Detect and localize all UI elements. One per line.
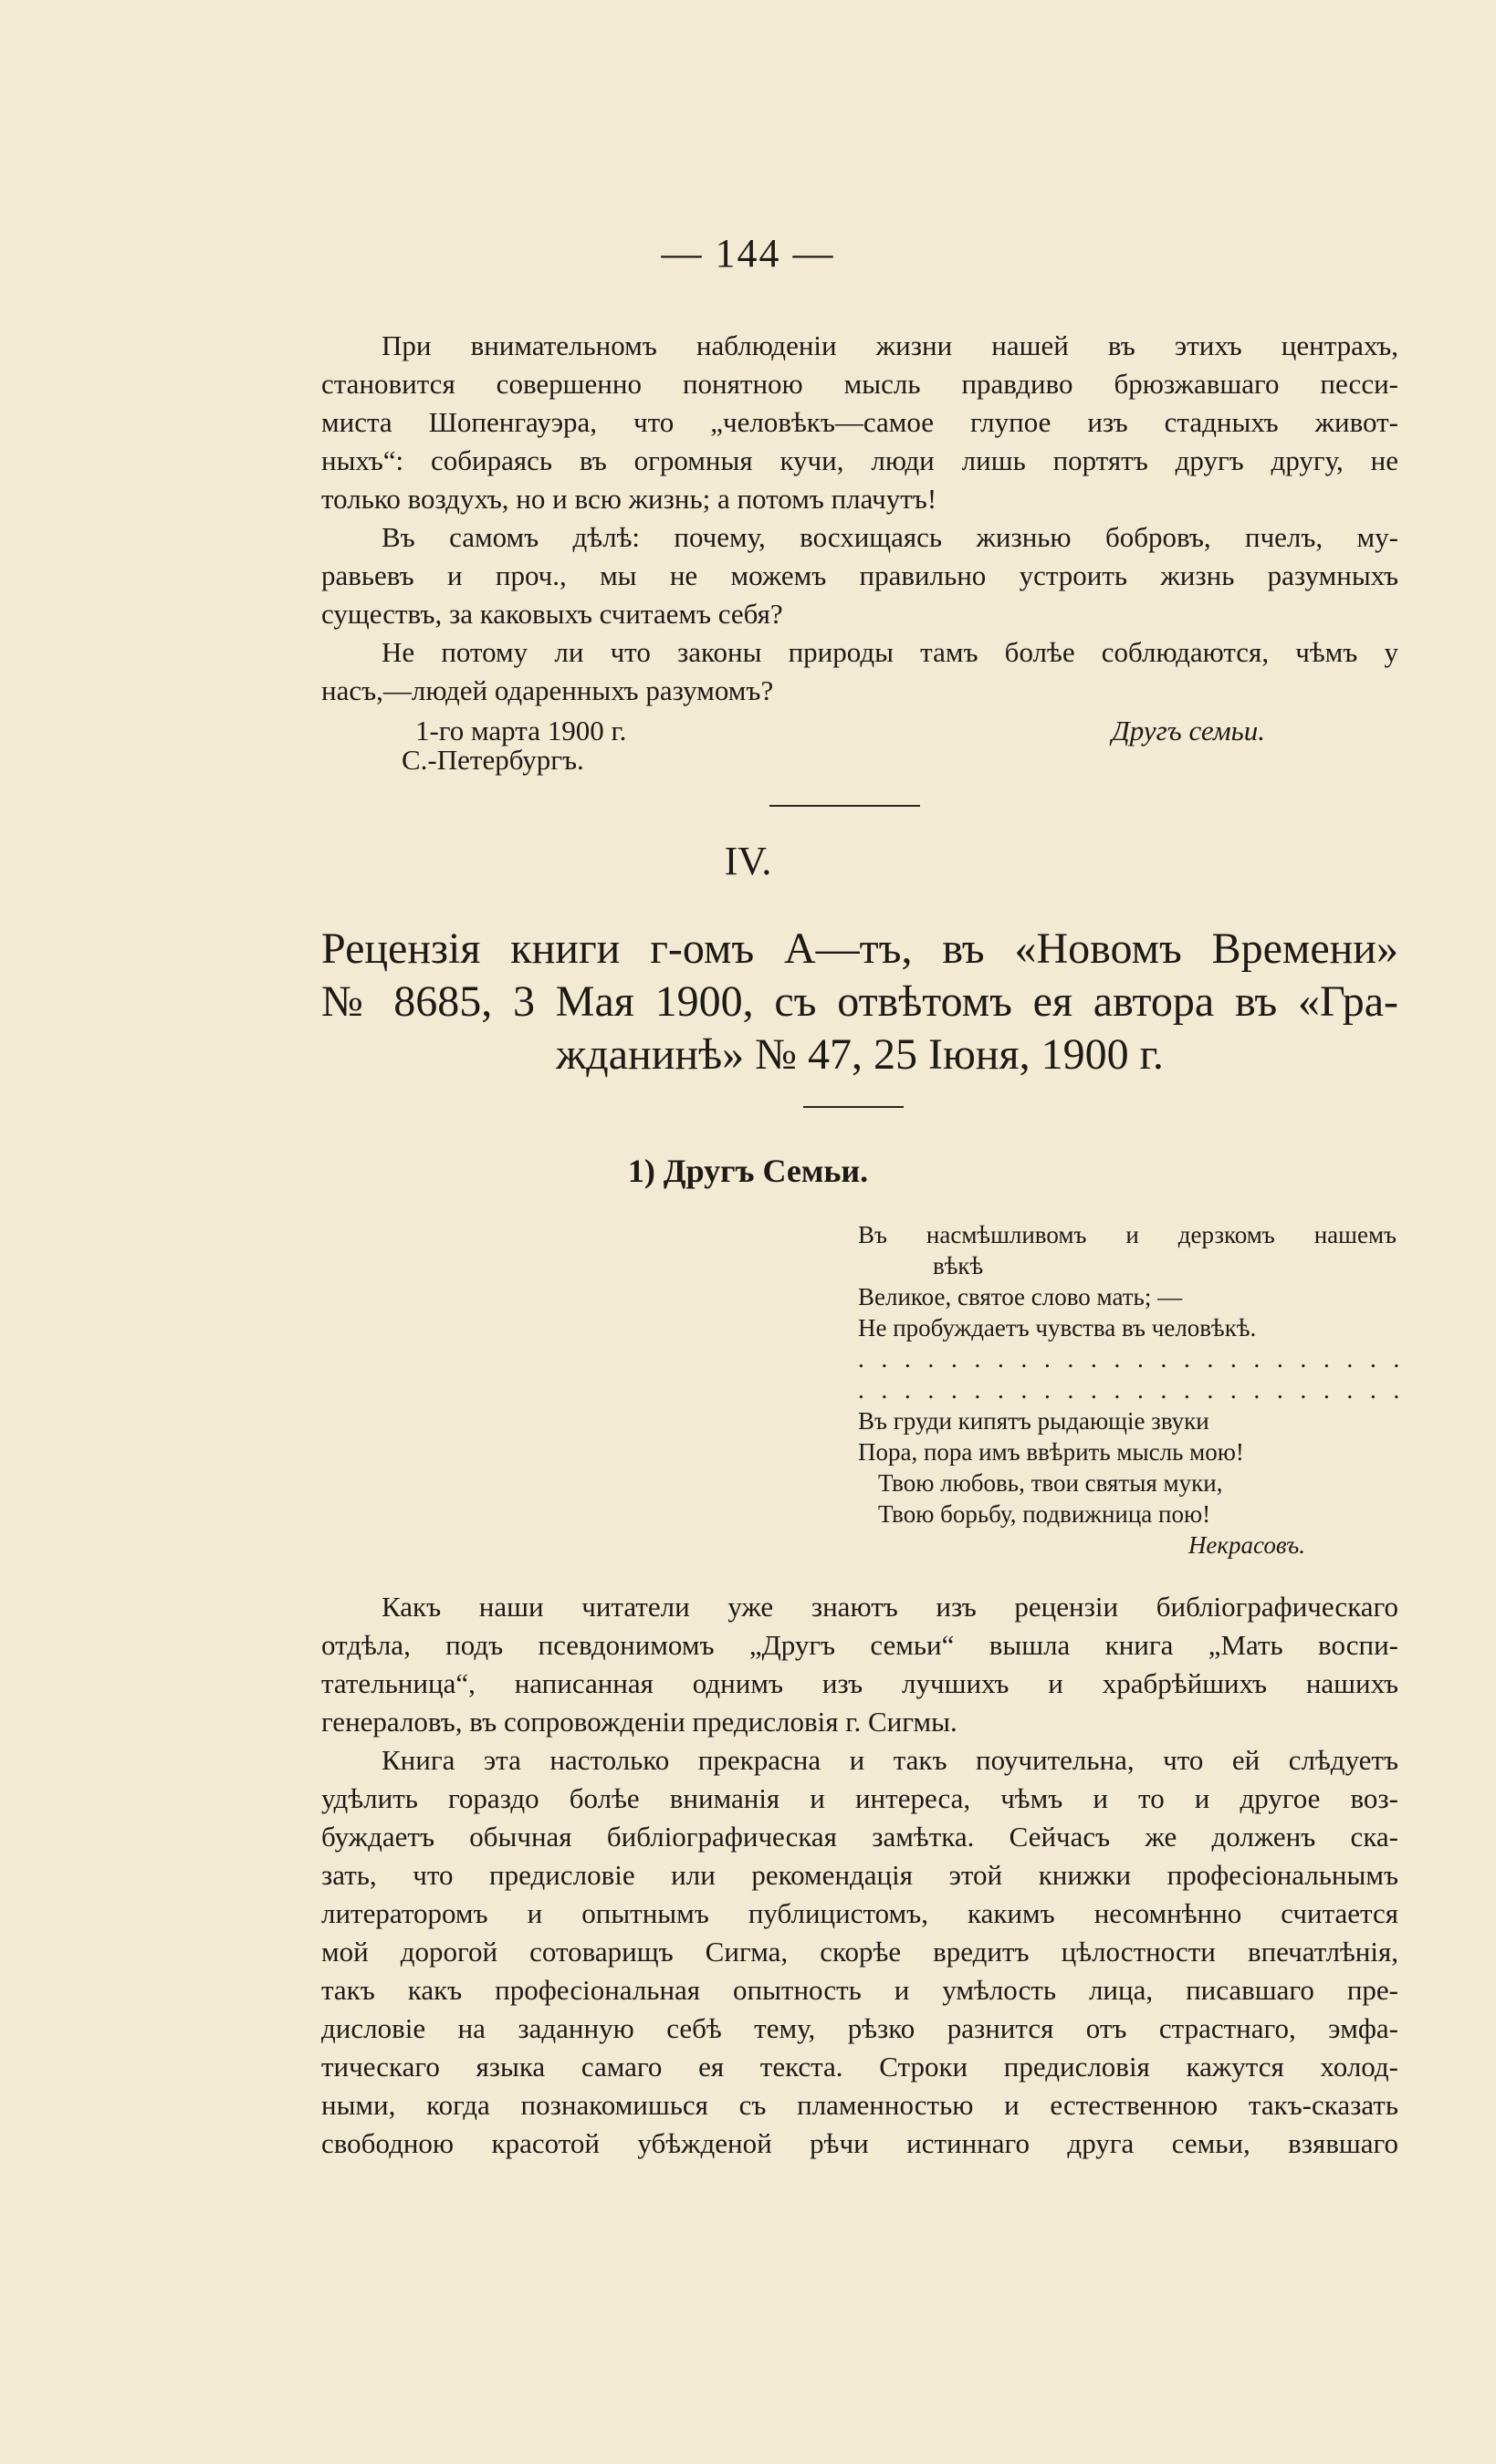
text-line: такъ какъ професіональная опытность и умѣлость лица, писавшаго пре-	[321, 1974, 1398, 2006]
heading-line: № 8685, 3 Мая 1900, съ отвѣтомъ ея автора въ «Гра-	[321, 977, 1398, 1026]
text-line: Книга эта настолько прекрасна и такъ поучительна, что ей слѣдуетъ	[382, 1744, 1398, 1776]
text-line: насъ,—людей одаренныхъ разумомъ?	[321, 674, 774, 706]
page-number: — 144 —	[661, 231, 835, 276]
heading-line: жданинѣ» № 47, 25 Іюня, 1900 г.	[556, 1030, 1164, 1079]
text-line: Не потому ли что законы природы тамъ болѣе соблюдаются, чѣмъ у	[382, 636, 1398, 668]
text-line: Какъ наши читатели уже знаютъ изъ рецензіи библіографическаго	[382, 1591, 1398, 1623]
text-line: тическаго языка самаго ея текста. Строки предисловія кажутся холод-	[321, 2051, 1398, 2083]
poem-line: Твою любовь, твои святыя муки,	[878, 1469, 1223, 1497]
text-line: удѣлить гораздо болѣе вниманія и интереса, чѣмъ и то и другое воз-	[321, 1782, 1398, 1814]
text-line: ными, когда познакомишься съ пламенностью и естественною такъ-сказать	[321, 2089, 1398, 2121]
signature-date: 1-го марта 1900 г.	[415, 715, 627, 747]
poem-line: вѣкѣ	[933, 1252, 984, 1279]
text-line: только воздухъ, но и всю жизнь; а потомъ плачутъ!	[321, 483, 937, 515]
body-text-block	[321, 1588, 1398, 2163]
subheading: 1) Другъ Семьи.	[627, 1153, 869, 1189]
text-line: генераловъ, въ сопровожденіи предисловія г. Сигмы.	[321, 1706, 957, 1738]
epigraph-poem	[858, 1219, 1406, 1561]
text-line: мой дорогой сотоварищъ Сигма, скорѣе вредитъ цѣлостности впечатлѣнія,	[321, 1936, 1398, 1968]
poem-ellipsis-line: . . . . . . . . . . . . . . . . . . . . . . . .	[858, 1376, 1406, 1404]
text-line: буждаетъ обычная библіографическая замѣтка. Сейчасъ же долженъ ска-	[321, 1821, 1398, 1853]
text-line: При внимательномъ наблюденіи жизни нашей въ этихъ центрахъ,	[382, 329, 1398, 361]
poem-author: Некрасовъ.	[1187, 1531, 1305, 1559]
poem-ellipsis-line: . . . . . . . . . . . . . . . . . . . . . . . .	[858, 1345, 1406, 1373]
signature-place: С.-Петербургъ.	[402, 744, 584, 776]
poem-line: Пора, пора имъ ввѣрить мысль мою!	[858, 1438, 1244, 1466]
text-line: зать, что предисловіе или рекомендація этой книжки професіональнымъ	[321, 1859, 1398, 1891]
text-line: свободною красотой убѣжденой рѣчи истиннаго друга семьи, взявшаго	[321, 2127, 1398, 2159]
text-line: становится совершенно понятною мысль правдиво брюзжавшаго песси-	[321, 368, 1398, 400]
poem-line: Въ насмѣшливомъ и дерзкомъ нашемъ	[858, 1221, 1397, 1248]
poem-line: Твою борьбу, подвижница пою!	[878, 1500, 1211, 1528]
text-line: Въ самомъ дѣлѣ: почему, восхищаясь жизнью бобровъ, пчелъ, му-	[382, 521, 1398, 553]
poem-line: Не пробуждаетъ чувства въ человѣкѣ.	[858, 1314, 1257, 1342]
text-line: существъ, за каковыхъ считаемъ себя?	[321, 598, 783, 630]
text-line: тательница“, написанная однимъ изъ лучшихъ и храбрѣйшихъ нашихъ	[321, 1667, 1398, 1699]
signature-author: Другъ семьи.	[1112, 715, 1265, 747]
poem-line: Въ груди кипятъ рыдающіе звуки	[858, 1407, 1209, 1435]
heading-divider	[803, 1106, 904, 1108]
poem-line: Великое, святое слово мать; —	[858, 1283, 1183, 1310]
text-line: литераторомъ и опытнымъ публицистомъ, какимъ несомнѣнно считается	[321, 1897, 1398, 1929]
text-line: равьевъ и проч., мы не можемъ правильно устроить жизнь разумныхъ	[321, 559, 1398, 591]
section-divider	[769, 805, 920, 807]
text-line: отдѣла, подъ псевдонимомъ „Другъ семьи“ вышла книга „Мать воспи-	[321, 1629, 1398, 1661]
heading-line: Рецензія книги г-омъ А—тъ, въ «Новомъ Времени»	[321, 924, 1398, 973]
section-number: IV.	[724, 839, 772, 883]
text-line: миста Шопенгауэра, что „человѣкъ—самое глупое изъ стадныхъ живот-	[321, 406, 1398, 438]
text-line: дисловіе на заданную себѣ тему, рѣзко разнится отъ страстнаго, эмфа-	[321, 2012, 1398, 2044]
section-heading	[321, 923, 1398, 1081]
text-line: ныхъ“: собираясь въ огромныя кучи, люди лишь портятъ другъ другу, не	[321, 444, 1398, 476]
top-text-block	[321, 327, 1398, 710]
